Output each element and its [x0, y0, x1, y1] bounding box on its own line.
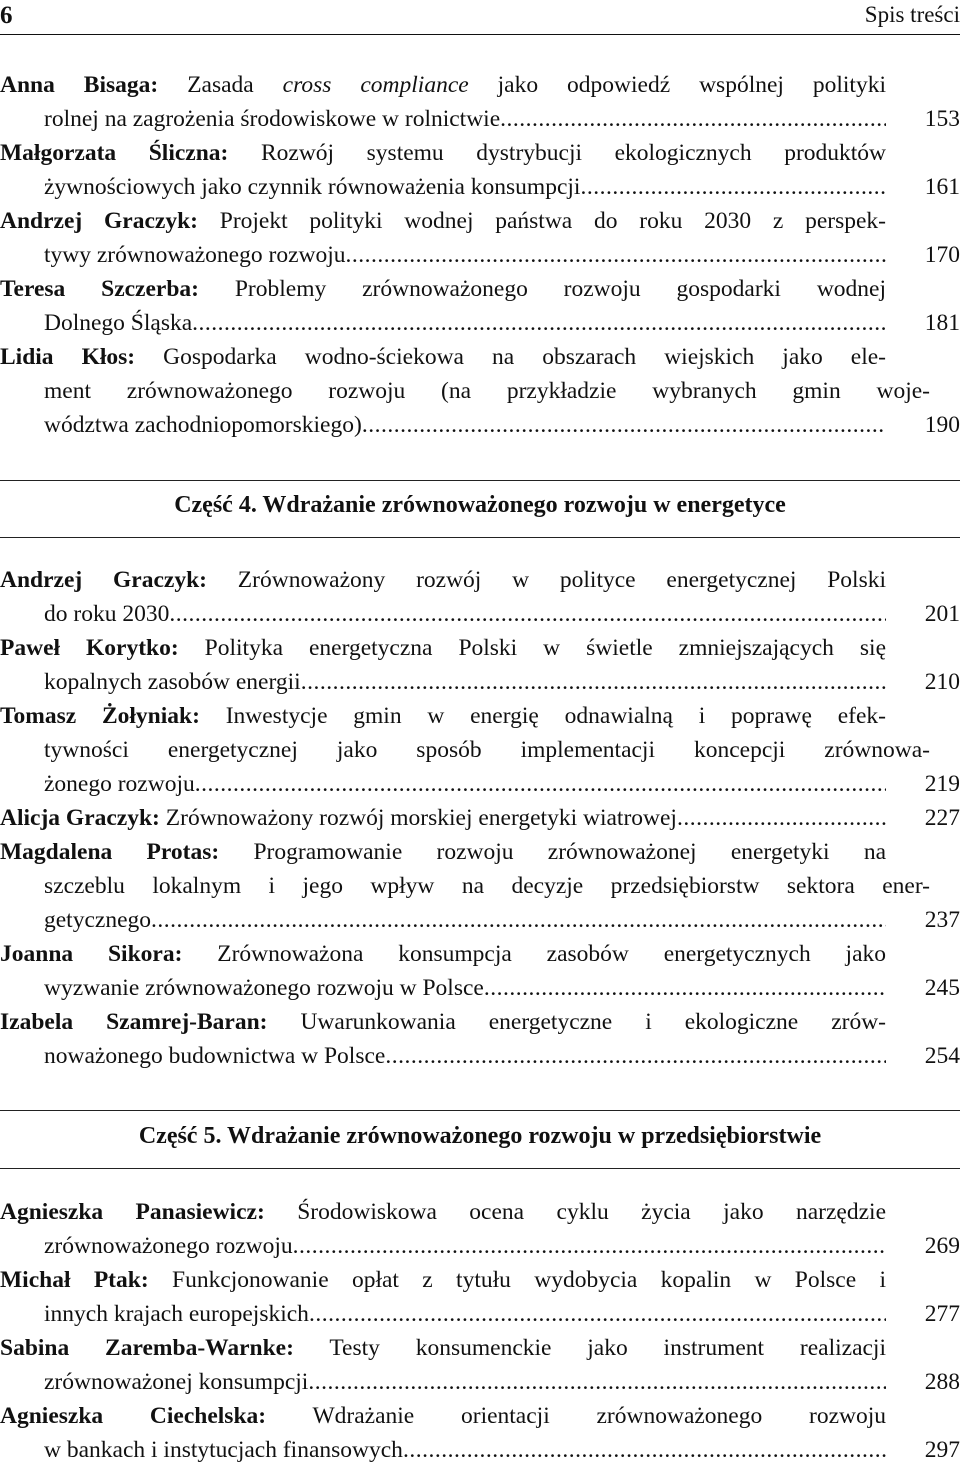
- toc-entry: [0, 68, 960, 136]
- toc-line: [0, 767, 886, 801]
- toc-line: [0, 136, 886, 170]
- toc-line-text: [0, 1263, 886, 1297]
- divider: [0, 537, 960, 538]
- toc-line: [0, 665, 886, 699]
- toc-title-text: szczeblu lokalnym i jego wpływ na decyzje przedsiębiorstw sektora ener-: [44, 873, 930, 899]
- leader-dots: [192, 306, 886, 340]
- toc-section-3: [0, 68, 960, 442]
- toc-page-number: 153: [924, 106, 960, 132]
- toc-author: Tomasz Żołyniak:: [0, 703, 200, 729]
- toc-line: [0, 1365, 886, 1399]
- toc-title-text: do roku 2030: [44, 601, 170, 627]
- toc-page-number: 227: [924, 805, 960, 831]
- toc-line-text: [0, 68, 886, 102]
- toc-author: Alicja Graczyk:: [0, 805, 160, 831]
- toc-title-text: Inwestycje gmin w energię odnawialną i poprawę efek-: [225, 703, 887, 729]
- toc-line: [0, 1433, 886, 1467]
- toc-title-text: wyzwanie zrównoważonego rozwoju w Polsce: [44, 975, 484, 1001]
- toc-title-text: Dolnego Śląska: [44, 310, 193, 336]
- toc-title-text: getycznego: [44, 907, 152, 933]
- toc-line-text: [0, 1195, 886, 1229]
- toc-author: Joanna Sikora:: [0, 941, 183, 967]
- toc-line: [0, 1005, 886, 1039]
- toc-line: [0, 869, 930, 903]
- toc-section-5: [0, 1195, 960, 1467]
- toc-title-text: Programowanie rozwoju zrównoważonej energetyki na: [253, 839, 887, 865]
- toc-title-line: [0, 801, 677, 835]
- toc-line-text: [44, 869, 930, 903]
- toc-title-text: Środowiskowa ocena cyklu życia jako narzędzie: [297, 1199, 886, 1225]
- toc-line: [0, 1399, 886, 1433]
- part-5-title: Część 5. Wdrażanie zrównoważonego rozwoju w przedsiębiorstwie: [138, 1123, 822, 1149]
- toc-author: Izabela Szamrej-Baran:: [0, 1009, 268, 1035]
- toc-entry: [0, 1399, 960, 1467]
- toc-page-number: 245: [924, 975, 960, 1001]
- toc-author: Magdalena Protas:: [0, 839, 220, 865]
- toc-title-text: Zrównoważony rozwój morskiej energetyki wiatrowej: [165, 805, 677, 831]
- toc-line: [0, 68, 886, 102]
- toc-title-text: zrównoważonego rozwoju: [44, 1233, 293, 1259]
- toc-author: Sabina Zaremba-Warnke:: [0, 1335, 294, 1361]
- toc-line: [0, 801, 886, 835]
- toc-line: [0, 835, 886, 869]
- toc-author: Agnieszka Ciechelska:: [0, 1403, 267, 1429]
- toc-entry: [0, 204, 960, 272]
- toc-entry: [0, 136, 960, 204]
- toc-line: [0, 1331, 886, 1365]
- toc-entry: [0, 937, 960, 1005]
- toc-line-text: [0, 204, 886, 238]
- leader-dots: [308, 1365, 886, 1399]
- toc-title-text: Funkcjonowanie opłat z tytułu wydobycia kopalin w Polsce i: [172, 1267, 887, 1293]
- toc-page-number: 181: [924, 310, 960, 336]
- leader-dots: [385, 1039, 886, 1073]
- toc-title-text: Problemy zrównoważonego rozwoju gospodarki wodnej: [234, 276, 886, 302]
- toc-page-number: 219: [924, 771, 960, 797]
- toc-line: [0, 597, 886, 631]
- toc-entry: [0, 699, 960, 801]
- toc-author: Agnieszka Panasiewicz:: [0, 1199, 265, 1225]
- toc-entry: [0, 1263, 960, 1331]
- toc-line-text: [0, 1005, 886, 1039]
- toc-page-number: 269: [924, 1233, 960, 1259]
- toc-title-text: innych krajach europejskich: [44, 1301, 309, 1327]
- toc-entry: [0, 1195, 960, 1263]
- toc-page-number: 288: [924, 1369, 960, 1395]
- toc-author: Paweł Korytko:: [0, 635, 179, 661]
- toc-page-number: 297: [924, 1437, 960, 1463]
- toc-line-text: [0, 563, 886, 597]
- toc-title-text: ment zrównoważonego rozwoju (na przykładzie wybranych gmin woje-: [44, 378, 930, 404]
- toc-line: [0, 340, 886, 374]
- toc-line-text: [0, 835, 886, 869]
- toc-line: [0, 1263, 886, 1297]
- toc-line: [0, 1195, 886, 1229]
- leader-dots: [151, 903, 886, 937]
- toc-page-number: 201: [924, 601, 960, 627]
- toc-line: [0, 937, 886, 971]
- toc-title-text: Wdrażanie orientacji zrównoważonego rozwoju: [312, 1403, 887, 1429]
- toc-line-text: [0, 699, 886, 733]
- toc-title-text: wództwa zachodniopomorskiego): [44, 412, 362, 438]
- toc-line-text: [0, 1399, 886, 1433]
- toc-line: [0, 238, 886, 272]
- toc-line: [0, 1229, 886, 1263]
- toc-line: [0, 699, 886, 733]
- leader-dots: [195, 767, 886, 801]
- page-header: [0, 0, 960, 36]
- toc-line: [0, 102, 886, 136]
- leader-dots: [484, 971, 886, 1005]
- toc-author: Andrzej Graczyk:: [0, 208, 198, 234]
- toc-line: [0, 1297, 886, 1331]
- toc-title-text: kopalnych zasobów energii: [44, 669, 301, 695]
- toc-line: [0, 374, 930, 408]
- toc-line-text: [0, 1331, 886, 1365]
- leader-dots: [403, 1433, 886, 1467]
- toc-page-number: 170: [924, 242, 960, 268]
- toc-line: [0, 272, 886, 306]
- toc-title-text: tywności energetycznej jako sposób implementacji koncepcji zrównowa-: [44, 737, 930, 763]
- toc-title-text: Rozwój systemu dystrybucji ekologicznych produktów: [260, 140, 887, 166]
- toc-line-text: [44, 374, 930, 408]
- toc-page-number: 237: [924, 907, 960, 933]
- toc-entry: [0, 801, 960, 835]
- toc-line-text: [0, 631, 886, 665]
- page-number: 6: [0, 2, 13, 29]
- toc-page-number: 277: [924, 1301, 960, 1327]
- toc-author: Michał Ptak:: [0, 1267, 149, 1293]
- toc-line-text: [0, 937, 886, 971]
- toc-author: Teresa Szczerba:: [0, 276, 199, 302]
- toc-entry: [0, 272, 960, 340]
- toc-entry: [0, 563, 960, 631]
- leader-dots: [169, 597, 886, 631]
- toc-line: [0, 204, 886, 238]
- leader-dots: [362, 408, 886, 442]
- toc-entry: [0, 1331, 960, 1399]
- divider: [0, 1168, 960, 1169]
- toc-title-text: Gospodarka wodno-ściekowa na obszarach wiejskich jako ele-: [163, 344, 886, 370]
- leader-dots: [580, 170, 886, 204]
- leader-dots: [309, 1297, 886, 1331]
- leader-dots: [293, 1229, 886, 1263]
- part-4-title: Część 4. Wdrażanie zrównoważonego rozwoju w energetyce: [174, 492, 786, 518]
- leader-dots: [677, 801, 886, 835]
- toc-title-text: żywnościowych jako czynnik równoważenia konsumpcji: [44, 174, 581, 200]
- toc-line: [0, 170, 886, 204]
- toc-title-text: Projekt polityki wodnej państwa do roku 2030 z perspek-: [219, 208, 887, 234]
- header-rule: [0, 34, 960, 35]
- running-title: Spis treści: [864, 2, 960, 27]
- toc-entry: [0, 340, 960, 442]
- toc-title-text: żonego rozwoju: [44, 771, 195, 797]
- toc-title-text: w bankach i instytucjach finansowych: [44, 1437, 403, 1463]
- toc-entry: [0, 1005, 960, 1073]
- toc-author: Lidia Kłos:: [0, 344, 136, 370]
- toc-title-text: noważonego budownictwa w Polsce: [44, 1043, 386, 1069]
- leader-dots: [500, 102, 886, 136]
- toc-line: [0, 408, 886, 442]
- toc-author: Andrzej Graczyk:: [0, 567, 207, 593]
- toc-line: [0, 903, 886, 937]
- toc-page-number: 210: [924, 669, 960, 695]
- toc-line: [0, 971, 886, 1005]
- toc-line-text: [0, 272, 886, 306]
- toc-line: [0, 306, 886, 340]
- toc-title-text: Polityka energetyczna Polski w świetle zmniejszających się: [204, 635, 886, 661]
- toc-line-text: [44, 733, 930, 767]
- leader-dots: [346, 238, 887, 272]
- leader-dots: [301, 665, 886, 699]
- toc-page-number: 190: [924, 412, 960, 438]
- toc-line-text: [0, 340, 886, 374]
- toc-author: Anna Bisaga:: [0, 72, 159, 98]
- toc-title-text: tywy zrównoważonego rozwoju: [44, 242, 346, 268]
- toc-line: [0, 1039, 886, 1073]
- toc-title-text: Uwarunkowania energetyczne i ekologiczne zrów-: [300, 1009, 886, 1035]
- toc-line-text: [0, 136, 886, 170]
- toc-page-number: 161: [924, 174, 960, 200]
- toc-title-text: Zrównoważona konsumpcja zasobów energetycznych jako: [217, 941, 886, 967]
- toc-title-text: Zrównoważony rozwój w polityce energetycznej Polski: [237, 567, 886, 593]
- toc-title-text: Zasada cross compliance jako odpowiedź wspólnej polityki: [187, 72, 886, 98]
- toc-title-text: zrównoważonej konsumpcji: [44, 1369, 309, 1395]
- toc-line: [0, 563, 886, 597]
- toc-section-4: [0, 563, 960, 1073]
- toc-title-text: rolnej na zagrożenia środowiskowe w rolnictwie: [44, 106, 501, 132]
- toc-line: [0, 733, 930, 767]
- toc-author: Małgorzata Śliczna:: [0, 140, 229, 166]
- toc-entry: [0, 835, 960, 937]
- toc-title-text: Testy konsumenckie jako instrument realizacji: [329, 1335, 886, 1361]
- divider: [0, 480, 960, 481]
- toc-line: [0, 631, 886, 665]
- toc-entry: [0, 631, 960, 699]
- toc-page-number: 254: [924, 1043, 960, 1069]
- divider: [0, 1110, 960, 1111]
